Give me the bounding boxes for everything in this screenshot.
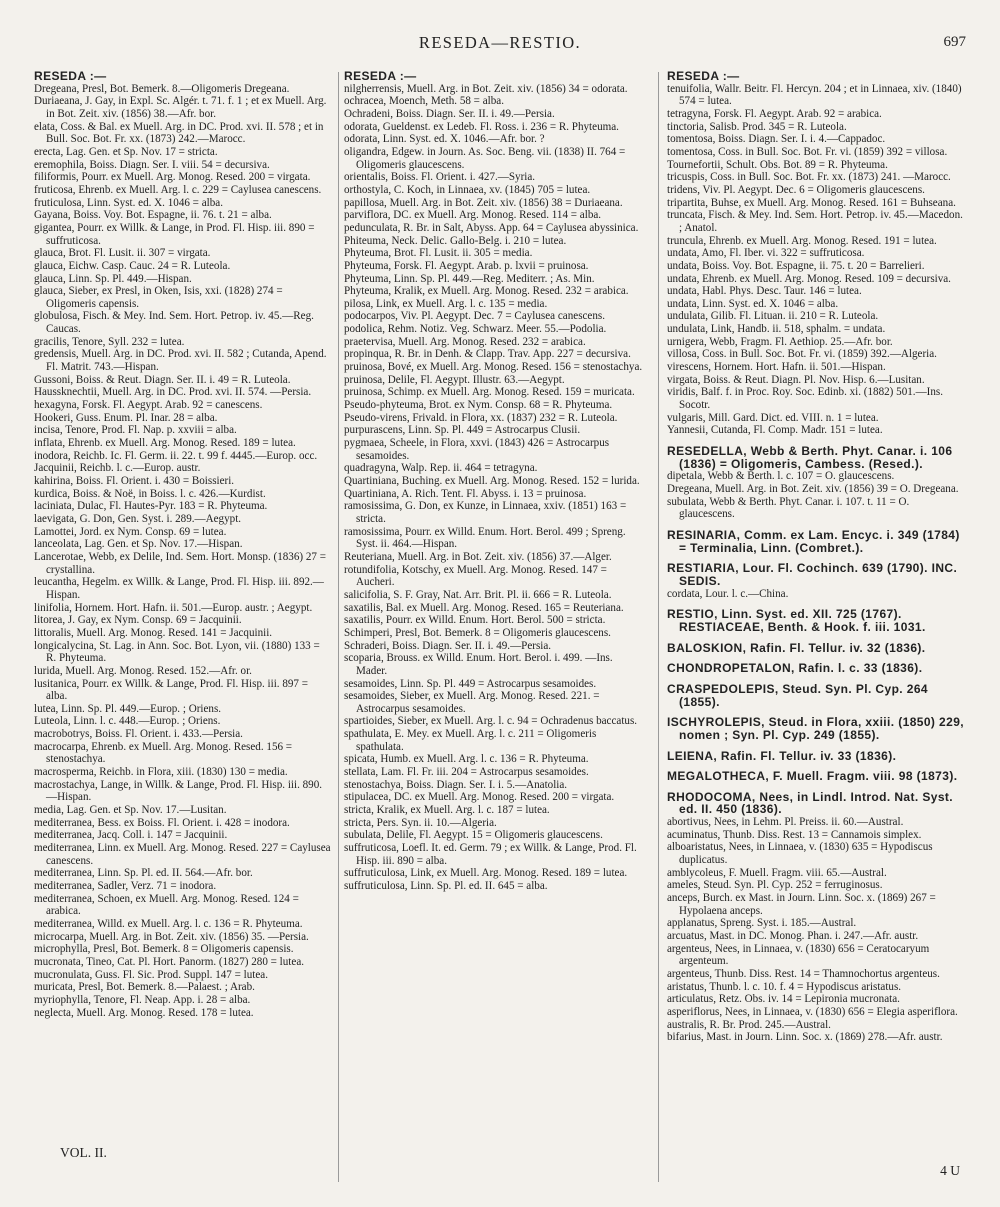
index-entry: podocarpos, Viv. Pl. Aegypt. Dec. 7 = Caylusea canescens. [344, 310, 605, 323]
index-entry: filiformis, Pourr. ex Muell. Arg. Monog. Resed. 200 = virgata. [34, 171, 311, 184]
index-entry: pruinosa, Schimp. ex Muell. Arg. Monog. Resed. 159 = muricata. [344, 386, 635, 399]
index-entry: Haussknechtii, Muell. Arg. in DC. Prod. xvi. II. 574. —Persia. [34, 386, 312, 399]
index-entry: microphylla, Presl, Bot. Bemerk. 8 = Oligomeris capensis. [34, 943, 294, 956]
index-entry: Dregeana, Presl, Bot. Bemerk. 8.—Oligomeris Dregeana. [34, 82, 290, 95]
index-entry: Yannesii, Cutanda, Fl. Comp. Madr. 151 = lutea. [667, 424, 883, 437]
index-entry: acuminatus, Thunb. Diss. Rest. 13 = Cannamois simplex. [667, 828, 922, 841]
index-entry: Jacquinii, Reichb. l. c.—Europ. austr. [34, 462, 201, 475]
index-entry: globulosa, Fisch. & Mey. Ind. Sem. Hort. Petrop. iv. 45.—Reg. Caucas. [34, 310, 314, 336]
index-entry: saxatilis, Bal. ex Muell. Arg. Monog. Resed. 165 = Reuteriana. [344, 601, 624, 614]
index-entry: kahirina, Boiss. Fl. Orient. i. 430 = Boissieri. [34, 475, 235, 487]
index-entry: argenteus, Thunb. Diss. Rest. 14 = Thamnochortus argenteus. [667, 968, 940, 980]
index-entry: lurida, Muell. Arg. Monog. Resed. 152.—Afr. or. [34, 664, 252, 677]
index-entry: tinctoria, Salisb. Prod. 345 = R. Luteola. [667, 120, 847, 133]
genus-heading: CRASPEDOLEPIS, Steud. Syn. Pl. Cyp. 264 (1855). [667, 681, 928, 709]
index-entry: Quartiniana, A. Rich. Tent. Fl. Abyss. i. 13 = pruinosa. [344, 487, 587, 500]
index-entry: incisa, Tenore, Prod. Fl. Nap. p. xxviii = alba. [34, 424, 237, 437]
genus-heading: RESINARIA, Comm. ex Lam. Encyc. i. 349 (1784) = Terminalia, Linn. (Combret.). [667, 527, 960, 555]
index-entry: urnigera, Webb, Fragm. Fl. Aethiop. 25.—Afr. bor. [667, 335, 893, 348]
index-entry: papillosa, Muell. Arg. in Bot. Zeit. xiv. (1856) 38 = Duriaeana. [344, 196, 623, 209]
index-entry: truncata, Fisch. & Mey. Ind. Sem. Hort. Petrop. iv. 45.—Macedon. ; Anatol. [667, 209, 963, 234]
genus-heading: RESEDELLA, Webb & Berth. Phyt. Canar. i. 106 (1836) = Oligomeris, Cambess. (Resed.). [667, 444, 953, 471]
index-entry: argenteus, Nees, in Linnaea, v. (1830) 656 = Ceratocaryum argenteum. [667, 942, 930, 968]
index-entry: undata, Linn. Syst. ed. X. 1046 = alba. [667, 297, 839, 310]
genus-heading: RESEDA :— [344, 69, 417, 83]
index-entry: ochracea, Moench, Meth. 58 = alba. [344, 95, 504, 108]
index-entry: undata, Habl. Phys. Desc. Taur. 146 = lutea. [667, 285, 862, 298]
index-entry: dipetala, Webb & Berth. l. c. 107 = O. glaucescens. [667, 470, 895, 483]
index-entry: salicifolia, S. F. Gray, Nat. Arr. Brit. Pl. ii. 666 = R. Luteola. [344, 588, 612, 601]
index-entry: odorata, Gueldenst. ex Ledeb. Fl. Ross. i. 236 = R. Phyteuma. [344, 120, 619, 133]
genus-heading: RESEDA :— [34, 69, 107, 83]
column-divider [338, 72, 339, 1182]
index-entry: muricata, Presl, Bot. Bemerk. 8.—Palaest. ; Arab. [34, 981, 255, 994]
index-entry: kurdica, Boiss. & Noë, in Boiss. l. c. 426.—Kurdist. [34, 487, 266, 500]
genus-heading: RESTIO, Linn. Syst. ed. XII. 725 (1767). RESTIACEAE, Benth. & Hook. f. iii. 1031. [667, 607, 926, 634]
index-entry: pedunculata, R. Br. in Salt, Abyss. App. 64 = Caylusea abyssinica. [344, 221, 639, 234]
index-entry: anceps, Burch. ex Mast. in Journ. Linn. Soc. x. (1869) 267 = Hypolaena anceps. [667, 892, 936, 917]
index-entry: linifolia, Hornem. Hort. Hafn. ii. 501.—Europ. austr. ; Aegypt. [34, 601, 313, 614]
genus-heading: LEIENA, Rafin. Fl. Tellur. iv. 33 (1836). [667, 748, 897, 763]
index-entry: bifarius, Mast. in Journ. Linn. Soc. x. (1869) 278.—Afr. austr. [667, 1031, 943, 1044]
genus-heading: RESTIARIA, Lour. Fl. Cochinch. 639 (1790). INC. SEDIS. [667, 561, 958, 588]
index-entry: undata, Boiss. Voy. Bot. Espagne, ii. 75. t. 20 = Barrelieri. [667, 259, 925, 272]
index-entry: mediterranea, Jacq. Coll. i. 147 = Jacquinii. [34, 829, 228, 842]
index-entry: lutea, Linn. Sp. Pl. 449.—Europ. ; Oriens. [34, 702, 222, 715]
index-entry: nilgherrensis, Muell. Arg. in Bot. Zeit. xiv. (1856) 34 = odorata. [344, 82, 628, 95]
index-entry: pruinosa, Bové, ex Muell. Arg. Monog. Resed. 156 = stenostachya. [344, 361, 643, 374]
index-entry: truncula, Ehrenb. ex Muell. Arg. Monog. Resed. 191 = lutea. [667, 234, 937, 247]
index-entry: saxatilis, Pourr. ex Willd. Enum. Hort. Berol. 500 = stricta. [344, 614, 606, 627]
index-entry: praetervisa, Muell. Arg. Monog. Resed. 232 = arabica. [344, 335, 586, 348]
index-entry: mediterranea, Schoen, ex Muell. Arg. Monog. Resed. 124 = arabica. [34, 892, 299, 918]
index-entry: Hookeri, Guss. Enum. Pl. Inar. 28 = alba. [34, 411, 218, 424]
index-entry: macrosperma, Reichb. in Flora, xiii. (1830) 130 = media. [34, 766, 288, 779]
index-entry: Duriaeana, J. Gay, in Expl. Sc. Algér. t. 71. f. 1 ; et ex Muell. Arg. in Bot. Zeit. xiv. (1856) 38.—Afr. bor. [34, 95, 327, 120]
index-entry: macrocarpa, Ehrenb. ex Muell. Arg. Monog. Resed. 156 = stenostachya. [34, 740, 293, 766]
page-number: 697 [943, 34, 966, 50]
index-entry: undulata, Gilib. Fl. Lituan. ii. 210 = R. Luteola. [667, 310, 879, 323]
index-entry: pygmaea, Scheele, in Flora, xxvi. (1843) 426 = Astrocarpus sesamoides. [344, 437, 610, 462]
index-entry: Pseudo-virens, Frivald. in Flora, xx. (1837) 232 = R. Luteola. [344, 411, 618, 424]
index-entry: ramosissima, G. Don, ex Kunze, in Linnaea, xxiv. (1851) 163 = stricta. [344, 500, 627, 525]
index-entry: Lancerotae, Webb, ex Delile, Ind. Sem. Hort. Monsp. (1836) 27 = crystallina. [34, 550, 326, 576]
column-divider [658, 72, 659, 1182]
index-entry: australis, R. Br. Prod. 245.—Austral. [667, 1018, 831, 1031]
index-entry: Tournefortii, Schult. Obs. Bot. 89 = R. Phyteuma. [667, 158, 888, 171]
index-entry: inodora, Reichb. Ic. Fl. Germ. ii. 22. t. 99 f. 4445.—Europ. occ. [34, 449, 318, 462]
index-entry: tetragyna, Forsk. Fl. Aegypt. Arab. 92 = arabica. [667, 107, 882, 120]
index-entry: Schimperi, Presl, Bot. Bemerk. 8 = Oligomeris glaucescens. [344, 626, 611, 639]
index-entry: spathulata, E. Mey. ex Muell. Arg. l. c. 211 = Oligomeris spathulata. [344, 728, 597, 753]
index-entry: elata, Coss. & Bal. ex Muell. Arg. in DC. Prod. xvi. II. 578 ; et in Bull. Soc. Bot. Fr. xx. (1873) 242.—Marocc. [34, 120, 324, 146]
index-entry: tomentosa, Boiss. Diagn. Ser. I. i. 4.—Cappadoc. [667, 133, 886, 146]
index-entry: Phiteuma, Neck. Delic. Gallo-Belg. i. 210 = lutea. [344, 234, 567, 247]
index-entry: odorata, Linn. Syst. ed. X. 1046.—Afr. bor. ? [344, 133, 545, 146]
genus-heading: MEGALOTHECA, F. Muell. Fragm. viii. 98 (1873). [667, 769, 958, 784]
index-entry: neglecta, Muell. Arg. Monog. Resed. 178 = lutea. [34, 1006, 254, 1019]
index-entry: alboaristatus, Nees, in Linnaea, v. (1830) 635 = Hypodiscus duplicatus. [667, 841, 933, 867]
index-entry: gredensis, Muell. Arg. in DC. Prod. xvi. II. 582 ; Cutanda, Apend. Fl. Matrit. 743.—Hispan. [34, 348, 327, 374]
index-entry: Dregeana, Muell. Arg. in Bot. Zeit. xiv. (1856) 39 = O. Dregeana. [667, 483, 959, 495]
index-entry: Phyteuma, Forsk. Fl. Aegypt. Arab. p. lxvii = pruinosa. [344, 259, 589, 272]
index-entry: Quartiniana, Buching. ex Muell. Arg. Monog. Resed. 152 = lurida. [344, 475, 640, 487]
index-entry: scoparia, Brouss. ex Willd. Enum. Hort. Berol. i. 499. —Ins. Mader. [344, 652, 613, 677]
index-entry: abortivus, Nees, in Lehm. Pl. Preiss. ii. 60.—Austral. [667, 816, 904, 829]
index-entry: Phyteuma, Brot. Fl. Lusit. ii. 305 = media. [344, 247, 533, 260]
index-entry: podolica, Rehm. Notiz. Veg. Schwarz. Meer. 55.—Podolia. [344, 323, 607, 336]
column-right [667, 70, 967, 1044]
index-entry: cordata, Lour. l. c.—China. [667, 587, 789, 600]
index-entry: sesamoides, Linn. Sp. Pl. 449 = Astrocarpus sesamoides. [344, 677, 597, 690]
index-entry: spartioides, Sieber, ex Muell. Arg. l. c. 94 = Ochradenus baccatus. [344, 715, 638, 728]
genus-heading: RHODOCOMA, Nees, in Lindl. Introd. Nat. Syst. ed. II. 450 (1836). [667, 789, 954, 817]
genus-heading: BALOSKION, Rafin. Fl. Tellur. iv. 32 (1836). [667, 640, 926, 655]
index-entry: eremophila, Boiss. Diagn. Ser. I. viii. 54 = decursiva. [34, 158, 270, 171]
index-entry: Gussoni, Boiss. & Reut. Diagn. Ser. II. i. 49 = R. Luteola. [34, 373, 291, 386]
genus-heading: RESEDA :— [667, 69, 740, 83]
index-entry: aristatus, Thunb. l. c. 10. f. 4 = Hypodiscus aristatus. [667, 980, 902, 993]
index-entry: macrobotrys, Boiss. Fl. Orient. i. 433.—Persia. [34, 728, 243, 741]
index-entry: oligandra, Edgew. in Journ. As. Soc. Beng. vii. (1838) II. 764 = Oligomeris glaucescens. [344, 145, 626, 171]
index-entry: stipulacea, DC. ex Muell. Arg. Monog. Resed. 200 = virgata. [344, 791, 615, 804]
index-entry: hexagyna, Forsk. Fl. Aegypt. Arab. 92 = canescens. [34, 399, 263, 412]
index-entry: stricta, Kralik, ex Muell. Arg. l. c. 187 = lutea. [344, 804, 550, 817]
index-entry: suffruticulosa, Link, ex Muell. Arg. Monog. Resed. 189 = lutea. [344, 867, 628, 880]
index-entry: undata, Amo, Fl. Iber. vi. 322 = suffruticosa. [667, 247, 865, 260]
index-entry: tenuifolia, Wallr. Beitr. Fl. Hercyn. 204 ; et in Linnaea, xiv. (1840) 574 = lutea. [667, 82, 962, 108]
signature-mark: 4 U [940, 1163, 960, 1178]
index-entry: stellata, Lam. Fl. Fr. iii. 204 = Astrocarpus sesamoides. [344, 766, 589, 779]
index-entry: vulgaris, Mill. Gard. Dict. ed. VIII. n. 1 = lutea. [667, 411, 879, 424]
index-entry: ramosissima, Pourr. ex Willd. Enum. Hort. Berol. 499 ; Spreng. Syst. ii. 464.—Hispan. [344, 525, 626, 551]
index-entry: quadragyna, Walp. Rep. ii. 464 = tetragyna. [344, 462, 538, 475]
genus-heading: ISCHYROLEPIS, Steud. in Flora, xxiii. (1850) 229, nomen ; Syn. Pl. Cyp. 249 (1855). [667, 715, 965, 742]
index-entry: Ochradeni, Boiss. Diagn. Ser. II. i. 49.—Persia. [344, 107, 555, 120]
index-entry: inflata, Ehrenb. ex Muell. Arg. Monog. Resed. 189 = lutea. [34, 437, 296, 450]
index-entry: glauca, Eichw. Casp. Cauc. 24 = R. Luteola. [34, 259, 231, 272]
index-entry: undulata, Link, Handb. ii. 518, sphalm. = undata. [667, 323, 886, 336]
index-entry: fruticulosa, Linn. Syst. ed. X. 1046 = alba. [34, 196, 223, 209]
index-entry: viridis, Balf. f. in Proc. Roy. Soc. Edinb. xi. (1882) 501.—Ins. Socotr. [667, 386, 943, 412]
index-entry: glauca, Brot. Fl. Lusit. ii. 307 = virgata. [34, 247, 211, 260]
index-entry: gracilis, Tenore, Syll. 232 = lutea. [34, 335, 185, 348]
index-entry: villosa, Coss. in Bull. Soc. Bot. Fr. vi. (1859) 392.—Algeria. [667, 348, 937, 361]
index-entry: laevigata, G. Don, Gen. Syst. i. 289.—Aegypt. [34, 512, 242, 525]
index-entry: parviflora, DC. ex Muell. Arg. Monog. Resed. 114 = alba. [344, 209, 602, 222]
index-entry: tomentosa, Coss. in Bull. Soc. Bot. Fr. vi. (1859) 392 = villosa. [667, 145, 948, 158]
page-title: RESEDA—RESTIO. [418, 33, 582, 52]
index-entry: suffruticulosa, Linn. Sp. Pl. ed. II. 645 = alba. [344, 880, 548, 892]
index-entry: myriophylla, Tenore, Fl. Neap. App. i. 28 = alba. [34, 993, 251, 1006]
column-left [34, 70, 332, 1019]
index-entry: Schraderi, Boiss. Diagn. Ser. II. i. 49.—Persia. [344, 639, 552, 652]
index-entry: mediterranea, Willd. ex Muell. Arg. l. c. 136 = R. Phyteuma. [34, 917, 303, 930]
index-entry: subulata, Webb & Berth. Phyt. Canar. i. 107. t. 11 = O. glaucescens. [667, 495, 910, 521]
index-entry: stenostachya, Boiss. Diagn. Ser. I. i. 5.—Anatolia. [344, 778, 568, 791]
index-entry: media, Lag. Gen. et Sp. Nov. 17.—Lusitan. [34, 804, 227, 817]
index-entry: mucronata, Tineo, Cat. Pl. Hort. Panorm. (1827) 280 = lutea. [34, 955, 305, 968]
index-entry: amblycoleus, F. Muell. Fragm. viii. 65.—Austral. [667, 866, 887, 879]
index-entry: sesamoides, Sieber, ex Muell. Arg. Monog. Resed. 221. = Astrocarpus sesamoides. [344, 690, 600, 715]
volume-label: VOL. II. [60, 1145, 107, 1160]
index-entry: litorea, J. Gay, ex Nym. Consp. 69 = Jacquinii. [34, 614, 242, 627]
index-entry: suffruticosa, Loefl. It. ed. Germ. 79 ; ex Willk. & Lange, Prod. Fl. Hisp. iii. 890 = alba. [344, 842, 637, 867]
index-entry: arcuatus, Mast. in DC. Monog. Phan. i. 247.—Afr. austr. [667, 930, 919, 943]
index-entry: lusitanica, Pourr. ex Willk. & Lange, Prod. Fl. Hisp. iii. 897 = alba. [34, 677, 308, 703]
running-head [0, 33, 1000, 59]
index-entry: Reuteriana, Muell. Arg. in Bot. Zeit. xiv. (1856) 37.—Alger. [344, 550, 612, 563]
index-entry: littoralis, Muell. Arg. Monog. Resed. 141 = Jacquinii. [34, 626, 273, 639]
index-entry: applanatus, Spreng. Syst. i. 185.—Austral. [667, 917, 857, 930]
index-entry: leucantha, Hegelm. ex Willk. & Lange, Prod. Fl. Hisp. iii. 892.—Hispan. [34, 576, 324, 601]
index-entry: propinqua, R. Br. in Denh. & Clapp. Trav. App. 227 = decursiva. [344, 348, 631, 361]
index-entry: articulatus, Retz. Obs. iv. 14 = Lepironia mucronata. [667, 993, 900, 1006]
index-entry: purpurascens, Linn. Sp. Pl. 449 = Astrocarpus Clusii. [344, 424, 581, 437]
index-entry: lanceolata, Lag. Gen. et Sp. Nov. 17.—Hispan. [34, 538, 243, 551]
index-entry: mediterranea, Sadler, Verz. 71 = inodora. [34, 880, 217, 892]
index-entry: mediterranea, Linn. ex Muell. Arg. Monog. Resed. 227 = Caylusea canescens. [34, 842, 331, 867]
index-entry: spicata, Humb. ex Muell. Arg. l. c. 136 = R. Phyteuma. [344, 753, 589, 766]
index-entry: orthostyla, C. Koch, in Linnaea, xv. (1845) 705 = lutea. [344, 183, 591, 196]
index-entry: Phyteuma, Linn. Sp. Pl. 449.—Reg. Mediterr. ; As. Min. [344, 272, 595, 285]
index-entry: mediterranea, Bess. ex Boiss. Fl. Orient. i. 428 = inodora. [34, 816, 290, 829]
genus-heading: CHONDROPETALON, Rafin. l. c. 33 (1836). [667, 661, 923, 676]
index-entry: undata, Ehrenb. ex Muell. Arg. Monog. Resed. 109 = decursiva. [667, 272, 951, 285]
index-entry: stricta, Pers. Syn. ii. 10.—Algeria. [344, 816, 497, 829]
index-entry: Luteola, Linn. l. c. 448.—Europ. ; Oriens. [34, 715, 221, 728]
index-entry: virgata, Boiss. & Reut. Diagn. Pl. Nov. Hisp. 6.—Lusitan. [667, 373, 925, 386]
index-entry: rotundifolia, Kotschy, ex Muell. Arg. Monog. Resed. 147 = Aucheri. [344, 563, 607, 589]
index-entry: mediterranea, Linn. Sp. Pl. ed. II. 564.—Afr. bor. [34, 867, 253, 880]
index-entry: longicalycina, St. Lag. in Ann. Soc. Bot. Lyon, vii. (1880) 133 = R. Phyteuma. [34, 639, 320, 665]
index-entry: pilosa, Link, ex Muell. Arg. l. c. 135 = media. [344, 297, 548, 310]
index-entry: tridens, Viv. Pl. Aegypt. Dec. 6 = Oligomeris glaucescens. [667, 183, 925, 196]
index-entry: fruticosa, Ehrenb. ex Muell. Arg. l. c. 229 = Caylusea canescens. [34, 183, 322, 196]
index-entry: glauca, Linn. Sp. Pl. 449.—Hispan. [34, 272, 192, 285]
index-entry: macrostachya, Lange, in Willk. & Lange, Prod. Fl. Hisp. iii. 890.—Hispan. [34, 778, 323, 804]
index-entry: laciniata, Dulac, Fl. Hautes-Pyr. 183 = R. Phyteuma. [34, 500, 268, 513]
index-entry: orientalis, Boiss. Fl. Orient. i. 427.—Syria. [344, 171, 536, 184]
index-entry: erecta, Lag. Gen. et Sp. Nov. 17 = stricta. [34, 145, 218, 158]
column-middle [344, 70, 644, 893]
index-entry: gigantea, Pourr. ex Willk. & Lange, in Prod. Fl. Hisp. iii. 890 = suffruticosa. [34, 221, 315, 247]
index-entry: microcarpa, Muell. Arg. in Bot. Zeit. xiv. (1856) 35. —Persia. [34, 930, 309, 943]
index-entry: ameles, Steud. Syn. Pl. Cyp. 252 = ferruginosus. [667, 879, 883, 892]
index-entry: subulata, Delile, Fl. Aegypt. 15 = Oligomeris glaucescens. [344, 829, 603, 842]
index-entry: asperiflorus, Nees, in Linnaea, v. (1830) 656 = Elegia asperiflora. [667, 1005, 958, 1018]
index-entry: mucronulata, Guss. Fl. Sic. Prod. Suppl. 147 = lutea. [34, 968, 268, 981]
index-entry: tripartita, Buhse, ex Muell. Arg. Monog. Resed. 161 = Buhseana. [667, 196, 956, 209]
index-entry: pruinosa, Delile, Fl. Aegypt. Illustr. 63.—Aegypt. [344, 373, 565, 386]
index-entry: virescens, Hornem. Hort. Hafn. ii. 501.—Hispan. [667, 361, 886, 374]
index-entry: Lamottei, Jord. ex Nym. Consp. 69 = lutea. [34, 525, 227, 538]
index-entry: Pseudo-phyteuma, Brot. ex Nym. Consp. 68 = R. Phyteuma. [344, 399, 613, 412]
index-entry: Phyteuma, Kralik, ex Muell. Arg. Monog. Resed. 232 = arabica. [344, 285, 629, 298]
index-entry: Gayana, Boiss. Voy. Bot. Espagne, ii. 76. t. 21 = alba. [34, 209, 272, 222]
index-entry: tricuspis, Coss. in Bull. Soc. Bot. Fr. xx. (1873) 241. —Marocc. [667, 171, 951, 184]
index-entry: glauca, Sieber, ex Presl, in Oken, Isis, xxi. (1828) 274 = Oligomeris capensis. [34, 285, 283, 310]
